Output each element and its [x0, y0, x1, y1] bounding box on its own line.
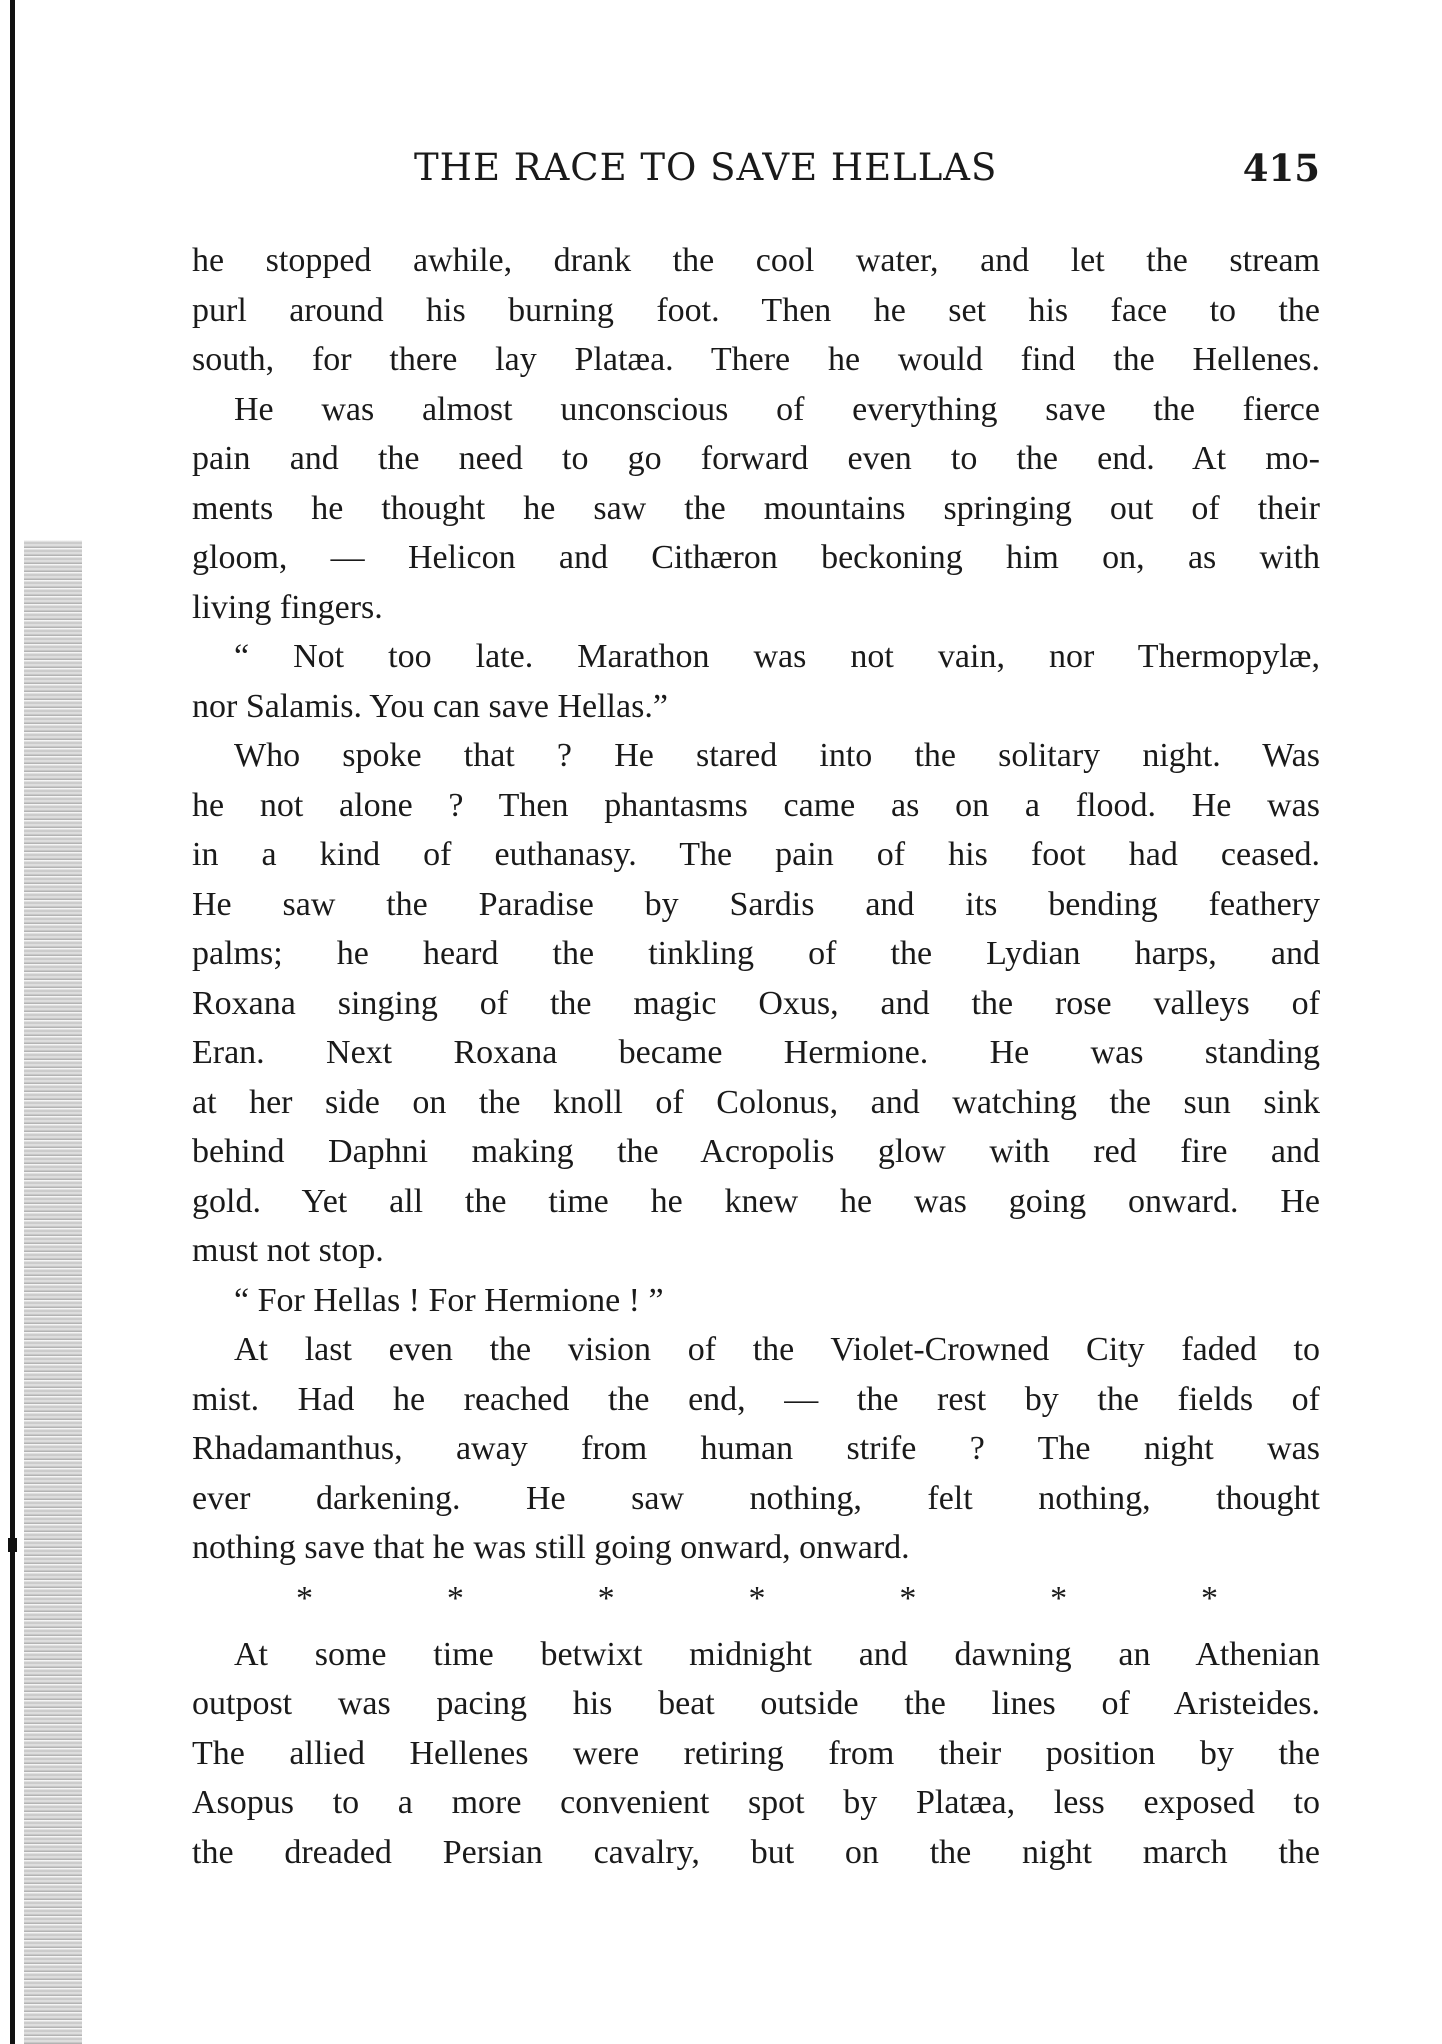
text-line: “ For Hellas ! For Hermione ! ”	[234, 1281, 664, 1319]
text-line: gold. Yet all the time he knew he was going onward. He	[192, 1182, 1320, 1220]
text-line: he not alone ? Then phantasms came as on a flood. He was	[192, 786, 1320, 824]
binding-mark	[8, 1538, 17, 1552]
text-line: ever darkening. He saw nothing, felt nothing, thought	[192, 1479, 1320, 1517]
text-line: pain and the need to go forward even to the end. At mo-	[192, 440, 1320, 477]
text-line: He was almost unconscious of everything save the fierce	[234, 390, 1320, 428]
text-line: purl around his burning foot. Then he set his face to the	[192, 291, 1320, 329]
running-title: THE RACE TO SAVE HELLAS	[414, 146, 998, 189]
text-line: living fingers.	[192, 588, 383, 626]
text-line: Roxana singing of the magic Oxus, and the rose valleys of	[192, 984, 1320, 1022]
text-line: He saw the Paradise by Sardis and its bending feathery	[192, 885, 1320, 923]
text-line: The allied Hellenes were retiring from their position by the	[192, 1734, 1320, 1772]
separator-star: *	[899, 1579, 917, 1617]
separator-star: *	[597, 1579, 615, 1617]
section-separator	[192, 1573, 1320, 1624]
text-line: behind Daphni making the Acropolis glow with red fire and	[192, 1133, 1320, 1170]
page-number: 415	[1242, 146, 1320, 190]
binding-shadow	[24, 540, 82, 2044]
separator-star: *	[296, 1579, 313, 1617]
text-line: outpost was pacing his beat outside the lines of Aristeides.	[192, 1685, 1320, 1722]
text-line: mist. Had he reached the end, — the rest by the fields of	[192, 1380, 1320, 1418]
text-line: At some time betwixt midnight and dawning an Athenian	[234, 1635, 1320, 1673]
separator-star: *	[748, 1579, 766, 1617]
text-line: Eran. Next Roxana became Hermione. He was standing	[192, 1034, 1320, 1071]
text-line: gloom, — Helicon and Cithæron beckoning him on, as with	[192, 539, 1320, 576]
text-line: he stopped awhile, drank the cool water, and let the stream	[192, 242, 1320, 279]
text-line: At last even the vision of the Violet-Crowned City faded to	[234, 1331, 1320, 1368]
text-line: nothing save that he was still going onward, onward.	[192, 1529, 910, 1566]
separator-star: *	[1050, 1579, 1068, 1617]
body-text	[192, 236, 1320, 1877]
text-line: Who spoke that ? He stared into the solitary night. Was	[234, 737, 1320, 774]
binding-edge	[10, 0, 15, 2044]
separator-star: *	[1200, 1579, 1218, 1617]
text-line: nor Salamis. You can save Hellas.”	[192, 687, 668, 725]
text-line: Rhadamanthus, away from human strife ? The night was	[192, 1430, 1320, 1467]
text-line: palms; he heard the tinkling of the Lydian harps, and	[192, 935, 1320, 972]
text-line: ments he thought he saw the mountains springing out of their	[192, 489, 1320, 527]
text-line: at her side on the knoll of Colonus, and watching the sun sink	[192, 1083, 1320, 1121]
text-line: in a kind of euthanasy. The pain of his foot had ceased.	[192, 836, 1320, 873]
text-line: must not stop.	[192, 1232, 384, 1269]
text-line: “ Not too late. Marathon was not vain, nor Thermopylæ,	[234, 638, 1320, 675]
separator-star: *	[446, 1579, 464, 1617]
text-line: the dreaded Persian cavalry, but on the night march the	[192, 1833, 1320, 1871]
text-line: Asopus to a more convenient spot by Platæa, less exposed to	[192, 1784, 1320, 1821]
running-head	[192, 146, 1320, 196]
text-line: south, for there lay Platæa. There he would find the Hellenes.	[192, 341, 1320, 378]
